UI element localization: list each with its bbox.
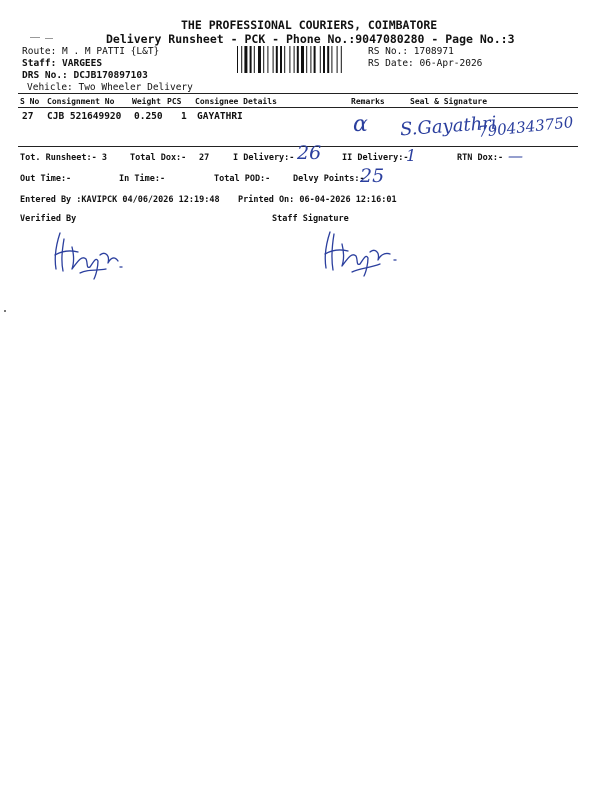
barcode <box>237 46 365 73</box>
runsheet-title: Delivery Runsheet - PCK - Phone No.:9047080280 - Page No.:3 <box>106 32 515 46</box>
staff-label: Staff: VARGEES <box>22 58 103 69</box>
rtn-dox-handwritten: — <box>508 147 523 165</box>
staff-signature <box>320 222 410 282</box>
col-consignment: Consignment No <box>47 97 115 106</box>
barcode-bar <box>237 46 238 73</box>
in-time-label: In Time:- <box>119 174 166 184</box>
total-pod-label: Total POD:- <box>214 174 271 184</box>
tot-runsheet: Tot. Runsheet:- 3 <box>20 153 107 163</box>
entered-by: Entered By :KAVIPCK 04/06/2026 12:19:48 <box>20 195 220 205</box>
i-delivery-handwritten: 26 <box>297 142 322 164</box>
col-sno: S No <box>20 97 40 106</box>
col-remarks: Remarks <box>351 97 385 106</box>
out-time-label: Out Time:- <box>20 174 72 184</box>
barcode-bar <box>258 46 261 73</box>
barcode-bar <box>254 46 255 73</box>
ii-delivery-label: II Delivery:- <box>342 153 409 163</box>
barcode-bar <box>306 46 307 73</box>
printed-on: Printed On: 06-04-2026 12:16:01 <box>238 195 397 205</box>
barcode-bar <box>310 46 311 73</box>
barcode-bar <box>314 46 316 73</box>
barcode-bar <box>273 46 274 73</box>
barcode-bar <box>341 46 342 73</box>
barcode-bar <box>323 46 325 73</box>
ii-delivery-handwritten: 1 <box>406 146 417 165</box>
barcode-bar <box>331 46 332 73</box>
col-seal-signature: Seal & Signature <box>410 97 488 106</box>
barcode-bar <box>241 46 242 73</box>
col-consignee: Consignee Details <box>195 97 277 106</box>
rtn-dox-label: RTN Dox:- <box>457 153 504 163</box>
route-label: Route: M . M PATTI {L&T} <box>22 46 160 57</box>
total-dox-label: Total Dox:- <box>130 153 187 163</box>
row-weight: 0.250 <box>134 111 163 122</box>
scan-mark <box>30 37 40 38</box>
barcode-bar <box>297 46 299 73</box>
barcode-bar <box>263 46 264 73</box>
col-weight: Weight <box>132 97 161 106</box>
barcode-bar <box>301 46 304 73</box>
rs-date: RS Date: 06-Apr-2026 <box>368 58 483 69</box>
scan-mark <box>4 310 6 312</box>
col-pcs: PCS <box>167 97 182 106</box>
row-remarks-handwritten: α <box>353 112 368 137</box>
barcode-bar <box>337 46 338 73</box>
barcode-bar <box>289 46 290 73</box>
barcode-bar <box>276 46 278 73</box>
staff-signature-label: Staff Signature <box>272 214 349 224</box>
verified-signature <box>50 225 140 285</box>
total-dox-value: 27 <box>199 153 210 163</box>
row-consignment: CJB 521649920 <box>47 111 122 122</box>
row-phone-handwritten: 7904343750 <box>477 113 575 141</box>
barcode-bar <box>320 46 321 73</box>
delvy-points-handwritten: 25 <box>360 165 385 187</box>
barcode-bar <box>267 46 268 73</box>
table-header-rule <box>18 107 578 108</box>
barcode-bar <box>244 46 247 73</box>
barcode-bar <box>327 46 329 73</box>
row-consignee: GAYATHRI <box>197 111 243 122</box>
barcode-bar <box>284 46 285 73</box>
vehicle-label: Vehicle: Two Wheeler Delivery <box>27 82 193 93</box>
row-pcs: 1 <box>181 111 187 122</box>
i-delivery-label: I Delivery:- <box>233 153 295 163</box>
scan-mark <box>45 38 53 39</box>
row-signature-handwritten: S.Gayathri <box>399 112 498 141</box>
barcode-bar <box>294 46 295 73</box>
barcode-bar <box>280 46 282 73</box>
verified-by-label: Verified By <box>20 214 77 224</box>
delvy-points-label: Delvy Points:- <box>293 174 365 184</box>
table-top-rule <box>18 93 578 94</box>
row-sno: 27 <box>22 111 34 122</box>
barcode-bar <box>250 46 252 73</box>
drs-number: DRS No.: DCJB170897103 <box>22 70 148 81</box>
rs-number: RS No.: 1708971 <box>368 46 454 57</box>
company-name: THE PROFESSIONAL COURIERS, COIMBATORE <box>181 18 438 32</box>
